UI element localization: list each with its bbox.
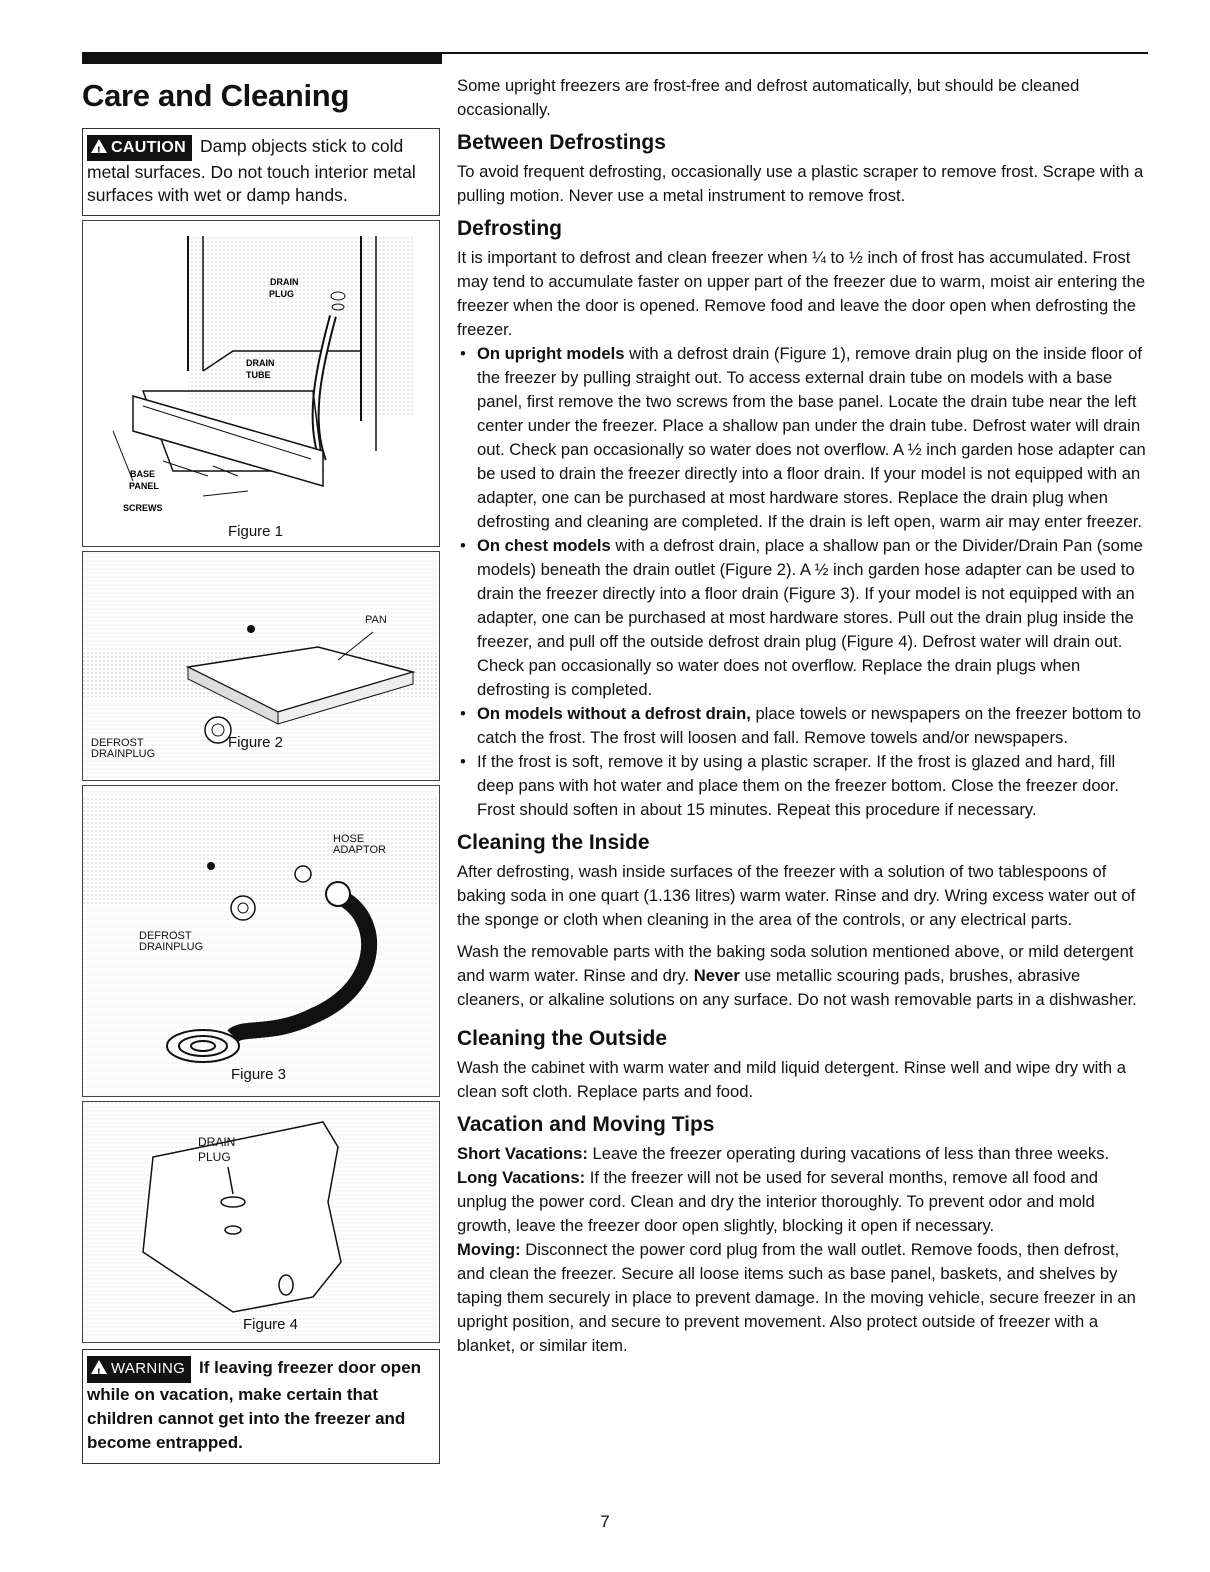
figure-4 <box>82 1101 440 1343</box>
inside-heading: Cleaning the Inside <box>457 831 650 854</box>
bullet-chest <box>457 534 1149 702</box>
fig1-screws-label: SCREWS <box>123 503 163 513</box>
outside-heading: Cleaning the Outside <box>457 1027 668 1050</box>
header-rule-thick <box>82 52 442 64</box>
right-column <box>457 74 1149 1358</box>
bullet-chest-label: On chest models <box>477 536 611 555</box>
figure-2 <box>82 551 440 781</box>
fig2-pan-label: PAN <box>365 614 387 626</box>
warning-badge <box>87 1356 191 1383</box>
header-rule-thin <box>442 52 1148 54</box>
bullet-upright <box>457 342 1149 534</box>
bullet-no-drain <box>457 702 1149 750</box>
caution-badge <box>87 135 192 161</box>
between-text: To avoid frequent defrosting, occasionally use a plastic scraper to remove frost. Scrape with a pulling motion. Never use a metal instrument to remove frost. <box>457 162 1144 205</box>
figure-3-illustration <box>83 786 439 1096</box>
long-vacation: Long Vacations: If the freezer will not be used for several months, remove all food and unplug the power cord. Clean and dry the interior thoroughly. To prevent odor and mold growth, leave the freezer door open slightly, blocking it open if necessary. <box>457 1168 1098 1235</box>
caution-badge-label: CAUTION <box>111 139 186 156</box>
inside-paragraph-2: Wash the removable parts with the baking soda solution mentioned above, or mild detergent and warm water. Rinse and dry. Never use metallic scouring pads, brushes, abrasive cleaners, or alkaline solutions on any surface. Do not wash removable parts in a dishwasher. <box>457 942 1137 1009</box>
intro-paragraph: Some upright freezers are frost-free and defrost automatically, but should be cleaned occasionally. <box>457 76 1080 119</box>
alert-triangle-icon <box>91 1360 107 1374</box>
fig3-hose-adaptor-label: HOSE ADAPTOR <box>333 833 386 856</box>
figure-4-caption: Figure 4 <box>243 1316 299 1333</box>
figure-4-illustration <box>83 1102 439 1342</box>
svg-text:PLUG: PLUG <box>269 289 295 299</box>
fig3-defrost-drainplug-label: DEFROST DRAINPLUG <box>139 930 204 953</box>
between-heading: Between Defrostings <box>457 131 666 154</box>
moving: Moving: Disconnect the power cord plug from the wall outlet. Remove foods, then defrost, and clean the freezer. Secure all loose items such as base panel, baskets, and shelves by taping them securely in place to prevent damage. In the moving vehicle, secure freezer in an upright position, and secure to prevent movement. Also protect outside of freezer with a blanket, or similar item. <box>457 1240 1136 1355</box>
figure-1 <box>82 220 440 547</box>
fig1-drain-plug-label: DRAIN <box>270 277 299 287</box>
svg-text:PANEL: PANEL <box>129 481 159 491</box>
outside-text: Wash the cabinet with warm water and mild liquid detergent. Rinse well and wipe dry with a clean soft cloth. Replace parts and food. <box>457 1058 1126 1101</box>
warning-box <box>82 1349 440 1464</box>
alert-triangle-icon <box>91 139 107 153</box>
bullet-chest-text: with a defrost drain, place a shallow pan or the Divider/Drain Pan (some models) beneath the drain outlet (Figure 2). A ½ inch garden hose adapter can be used to drain the freezer directly into a floor drain (Figure 3). If your model is not equipped with an adapter, one can be purchased at most hardware stores. Pull out the drain plug inside the freezer, and pull off the outside defrost drain plug (Figure 4). Defrost water will drain out. Check pan occasionally so water does not overflow. Replace the drain plugs when defrosting is completed. <box>477 536 1143 699</box>
short-vacation: Short Vacations: Leave the freezer operating during vacations of less than three weeks. <box>457 1144 1110 1163</box>
defrosting-text: It is important to defrost and clean freezer when ¼ to ½ inch of frost has accumulated. Frost may tend to accumulate faster on upper part of the freezer due to warm, moist air entering the freezer when the door is opened. Remove food and leave the door open when defrosting the freezer. <box>457 248 1146 339</box>
left-column <box>82 70 440 1464</box>
fig4-drain-plug-label: DRAIN PLUG <box>198 1135 236 1164</box>
bullet-soft-frost-text: If the frost is soft, remove it by using a plastic scraper. If the frost is glazed and hard, fill deep pans with hot water and place them on the freezer bottom. Close the freezer door. Frost should soften in about 15 minutes. Repeat this procedure if necessary. <box>477 752 1120 819</box>
svg-text:TUBE: TUBE <box>246 370 271 380</box>
page-title: Care and Cleaning <box>82 78 350 113</box>
figure-3 <box>82 785 440 1097</box>
vacation-heading: Vacation and Moving Tips <box>457 1113 715 1136</box>
bullet-no-drain-text: place towels or newspapers on the freezer bottom to catch the frost. The frost will loosen and fall. Remove towels and/or newspapers. <box>477 704 1141 747</box>
page-number: 7 <box>600 1512 610 1531</box>
defrosting-heading: Defrosting <box>457 217 562 240</box>
fig1-base-panel-label: BASE <box>130 469 156 479</box>
figure-2-caption: Figure 2 <box>228 734 284 751</box>
bullet-upright-label: On upright models <box>477 344 625 363</box>
bullet-upright-text: with a defrost drain (Figure 1), remove drain plug on the inside floor of the freezer by pulling straight out. To access external drain tube on models with a base panel, first remove the two screws from the base panel. Locate the drain tube near the left center under the freezer. Place a shallow pan under the drain tube. Defrost water will drain out. Check pan occasionally so water does not overflow. A ½ inch garden hose adapter can be used to drain the freezer directly into a floor drain. If your model is not equipped with an adapter, one can be purchased at most hardware stores. Replace the drain plug when defrosting and cleaning are completed. If the drain is left open, warm air may enter freezer. <box>477 344 1146 531</box>
fig1-drain-tube-label: DRAIN <box>246 358 275 368</box>
figure-3-caption: Figure 3 <box>231 1066 287 1083</box>
fig2-defrost-drainplug-label: DEFROST DRAINPLUG <box>91 737 156 760</box>
caution-text: Damp objects stick to cold metal surfaces. Do not touch interior metal surfaces with wet or damp hands. <box>87 136 416 205</box>
inside-paragraph-1: After defrosting, wash inside surfaces of the freezer with a solution of two tablespoons of baking soda in one quart (1.136 litres) warm water. Rinse and dry. Wring excess water out of the sponge or cloth when cleaning in the area of the controls, or any electrical parts. <box>457 862 1136 929</box>
figure-1-illustration <box>83 221 439 546</box>
warning-badge-label: WARNING <box>111 1360 186 1377</box>
bullet-no-drain-label: On models without a defrost drain, <box>477 704 751 723</box>
caution-box <box>82 128 440 216</box>
bullet-soft-frost <box>457 750 1149 822</box>
warning-text: If leaving freezer door open while on vacation, make certain that children cannot get into the freezer and become entrapped. <box>87 1358 422 1452</box>
figure-1-caption: Figure 1 <box>228 523 284 540</box>
